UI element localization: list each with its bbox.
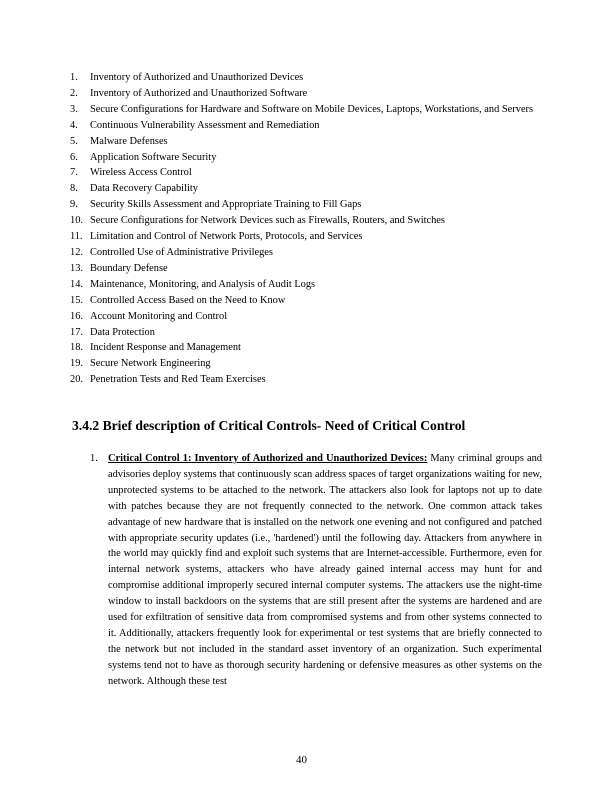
list-item-text: Data Recovery Capability: [90, 183, 198, 195]
list-item-text: Inventory of Authorized and Unauthorized Software: [90, 87, 308, 99]
list-item: [70, 340, 550, 356]
list-item-number: 14.: [70, 278, 83, 290]
list-item: [70, 229, 550, 245]
list-item-text: Incident Response and Management: [90, 342, 241, 354]
list-item: [70, 293, 550, 309]
list-item-text: Application Software Security: [90, 151, 217, 163]
list-item-number: 11.: [70, 231, 83, 243]
control-description-item: [90, 451, 542, 690]
list-item-number: 2.: [70, 87, 78, 99]
list-item-text: Boundary Defense: [90, 262, 168, 274]
description-title: Critical Control 1: Inventory of Authorized and Unauthorized Devices:: [108, 453, 428, 464]
list-item-text: Secure Configurations for Hardware and Software on Mobile Devices, Laptops, Workstations, and Servers: [90, 103, 534, 115]
list-item: [70, 277, 550, 293]
description-paragraph: [108, 451, 542, 690]
list-item: [70, 86, 550, 102]
list-item: [70, 134, 550, 150]
list-item: [70, 309, 550, 325]
critical-controls-list: [70, 70, 550, 388]
list-item-number: 13.: [70, 262, 83, 274]
list-item-number: 5.: [70, 135, 78, 147]
list-item: [70, 150, 550, 166]
list-item-number: 17.: [70, 326, 83, 338]
list-item: [70, 372, 550, 388]
list-item-number: 8.: [70, 183, 78, 195]
list-item: [70, 213, 550, 229]
list-item-text: Inventory of Authorized and Unauthorized Devices: [90, 72, 304, 83]
description-number: 1.: [90, 453, 98, 464]
list-item-text: Maintenance, Monitoring, and Analysis of Audit Logs: [90, 278, 316, 290]
list-item: [70, 356, 550, 372]
list-item-text: Data Protection: [90, 326, 155, 338]
list-item: [70, 102, 550, 118]
list-item: [70, 245, 550, 261]
list-item-number: 4.: [70, 119, 78, 131]
section-heading: 3.4.2 Brief description of Critical Controls- Need of Critical Control: [72, 418, 466, 433]
list-item-number: 18.: [70, 342, 83, 354]
list-item-number: 7.: [70, 167, 78, 179]
list-item-text: Continuous Vulnerability Assessment and Remediation: [90, 119, 320, 131]
list-item-number: 10.: [70, 215, 83, 227]
list-item-text: Secure Configurations for Network Devices such as Firewalls, Routers, and Switches: [90, 215, 445, 227]
list-item-number: 16.: [70, 310, 83, 322]
list-item: [70, 70, 550, 86]
list-item: [70, 165, 550, 181]
list-item-text: Limitation and Control of Network Ports, Protocols, and Services: [90, 231, 363, 243]
list-item-number: 9.: [70, 199, 78, 211]
list-item: [70, 325, 550, 341]
list-item-text: Controlled Access Based on the Need to Know: [90, 294, 286, 306]
list-item: [70, 197, 550, 213]
list-item-text: Security Skills Assessment and Appropriate Training to Fill Gaps: [90, 199, 362, 211]
list-item-number: 15.: [70, 294, 83, 306]
list-item-text: Secure Network Engineering: [90, 358, 211, 370]
list-item: [70, 261, 550, 277]
list-item-number: 3.: [70, 103, 78, 115]
list-item-text: Controlled Use of Administrative Privileges: [90, 246, 273, 258]
list-item-text: Penetration Tests and Red Team Exercises: [90, 374, 266, 386]
page-number: 40: [296, 754, 307, 766]
list-item-text: Wireless Access Control: [90, 167, 192, 179]
list-item-number: 20.: [70, 374, 83, 386]
list-item-number: 1.: [70, 72, 78, 83]
list-item-text: Account Monitoring and Control: [90, 310, 228, 322]
description-body: Many criminal groups and advisories deploy systems that continuously scan address spaces of target organizations waiting for new, unprotected systems to be attached to the network. The attackers also look for laptops not up to date with patches because they are not frequently connected to the network. One common attack takes advantage of new hardware that is installed on the network one evening and not configured and patched with appropriate security updates (i.e., 'hardened') until the following day. Attackers from anywhere in the world may quickly find and exploit such systems that are Internet-accessible. Furthermore, even for internal network systems, attackers who have already gained internal access may hunt for and compromise additional improperly secured internal computer systems. The attackers use the night-time window to install backdoors on the systems that are still present after the systems are hardened and are used for exfiltration of sensitive data from compromised systems and from other systems connected to it. Additionally, attackers frequently look for experimental or test systems that are briefly connected to the network but not included in the standard asset inventory of an organization. Such experimental systems tend not to have as thorough security hardening or defensive measures as other systems on the network. Although these test: [108, 453, 542, 687]
list-item: [70, 118, 550, 134]
list-item-number: 6.: [70, 151, 78, 163]
list-item-number: 19.: [70, 358, 83, 370]
list-item: [70, 181, 550, 197]
list-item-text: Malware Defenses: [90, 135, 168, 147]
list-item-number: 12.: [70, 246, 83, 258]
